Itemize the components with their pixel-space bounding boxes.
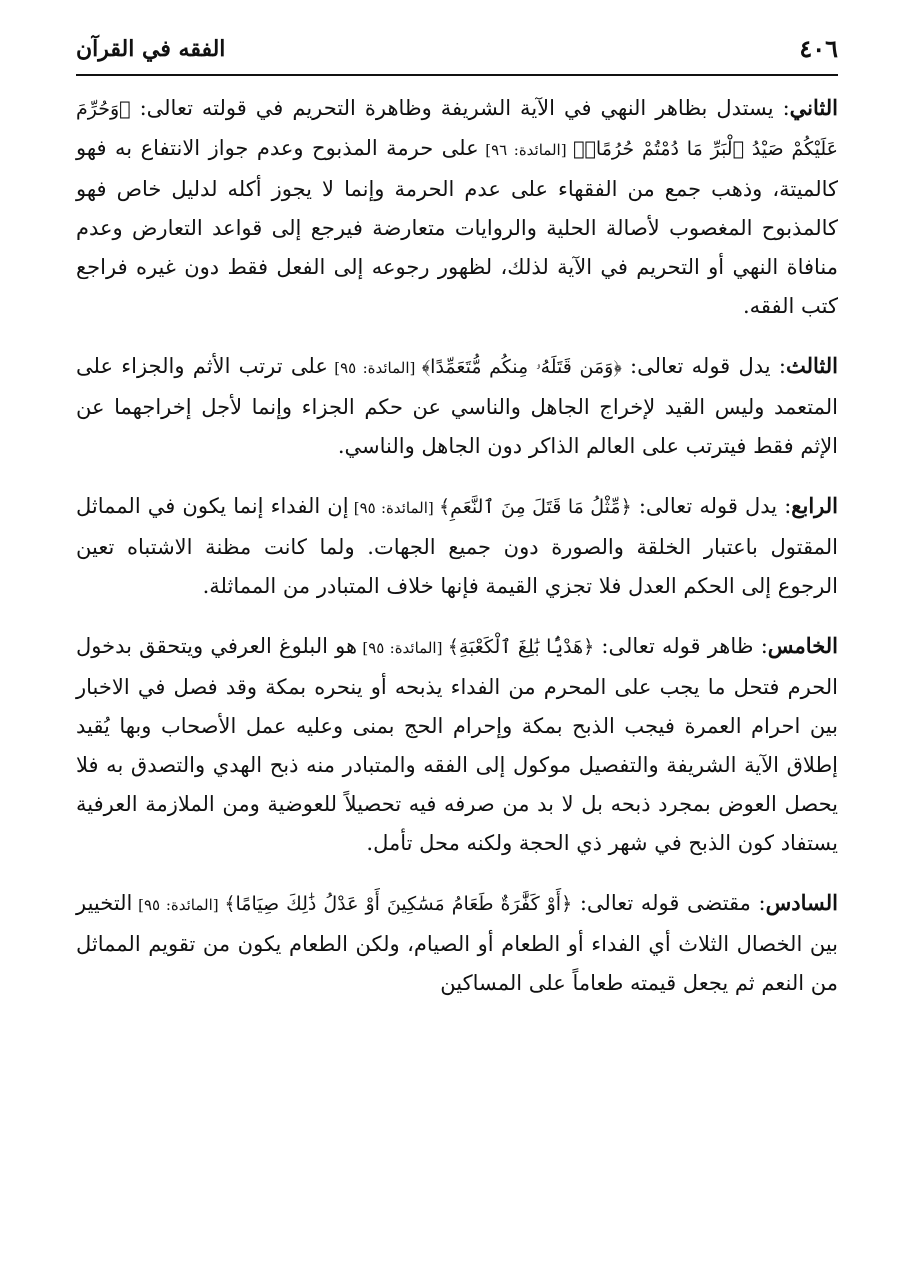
page-header (76, 30, 838, 76)
verse-reference: [المائدة: ٩٥] (327, 359, 422, 377)
verse-reference: [المائدة: ٩٥] (132, 896, 225, 914)
paragraph-text-intro: : يستدل بظاهر النهي في الآية الشريفة وظاهرة التحريم في قولته تعالى: (130, 96, 790, 120)
quran-verse: ﴿وَمَن قَتَلَهُۥ مِنكُم مُّتَعَمِّدًا﴾ (421, 356, 622, 378)
paragraph-text-intro: : يدل قوله تعالى: (631, 494, 792, 518)
book-page (76, 0, 838, 1286)
paragraph-fourth (76, 486, 838, 606)
verse-reference: [المائدة: ٩٥] (357, 639, 448, 657)
verse-reference: [المائدة: ٩٥] (348, 499, 439, 517)
page-body (76, 88, 838, 1023)
paragraph-lead: الخامس (767, 633, 838, 658)
paragraph-second (76, 88, 838, 326)
quran-verse: ﴿وَحُرِّمَ عَلَيْكُمْ صَيْدُ ٱلْبَرِّ مَا دُمْتُمْ حُرُمًاۗ﴾ (76, 98, 838, 160)
quran-verse: ﴿هَدْيًۢا بَٰلِغَ ٱلْكَعْبَةِ﴾ (447, 636, 595, 658)
paragraph-lead: الثاني (789, 95, 838, 120)
paragraph-text-intro: : مقتضى قوله تعالى: (572, 891, 766, 915)
quran-verse: ﴿أَوْ كَفَّٰرَةٌ طَعَامُ مَسَٰكِينَ أَوْ عَدْلُ ذَٰلِكَ صِيَامًا﴾ (224, 893, 573, 915)
verse-reference: [المائدة: ٩٦] (478, 141, 574, 159)
paragraph-third (76, 346, 838, 466)
paragraph-text-body: التخيير بين الخصال الثلاث أي الفداء أو الطعام أو الصيام، ولكن الطعام يكون من تقويم المماثل من النعم ثم يجعل قيمته طعاماً على المساكين (76, 891, 838, 995)
paragraph-text-body: إن الفداء إنما يكون في المماثل المقتول باعتبار الخلقة والصورة دون جميع الجهات. ولما كانت مظنة الاشتباه تعين الرجوع إلى الحكم العدل فلا تجزي القيمة فإنها خلاف المتبادر من المماثلة. (76, 494, 838, 598)
paragraph-lead: الثالث (785, 353, 838, 378)
book-title: الفقه في القرآن (76, 36, 226, 62)
page-number: ٤٠٦ (799, 34, 838, 63)
paragraph-text-body: على حرمة المذبوح وعدم جواز الانتفاع به فهو كالميتة، وذهب جمع من الفقهاء على عدم الحرمة وإنما لا يجوز أكله لدليل خاص فهو كالمذبوح المغصوب لأصالة الحلية والروايات متعارضة فيرجع إلى قواعد التعارض وعدم منافاة النهي أو التحريم في الآية لذلك، لظهور رجوعه إلى الفعل فقط دون غيره فراجع كتب الفقه. (76, 136, 839, 318)
paragraph-lead: السادس (765, 890, 838, 915)
paragraph-fifth (76, 626, 838, 863)
paragraph-lead: الرابع (791, 493, 838, 518)
paragraph-sixth (76, 883, 838, 1003)
paragraph-text-intro: : يدل قوله تعالى: (621, 354, 786, 378)
paragraph-text-body: هو البلوغ العرفي ويتحقق بدخول الحرم فتحل ما يجب على المحرم من الفداء يذبحه أو ينحره بمكة وقد فصل في الاخبار بين احرام العمرة فيجب الذبح بمكة وإحرام الحج بمنى وعليه عمل الأصحاب وبها يُقيد إطلاق الآية الشريفة والتفصيل موكول إلى الفقه والمتبادر منه ذبح الهدي والتصدق به فلا يحصل العوض بمجرد ذبحه بل لا بد من صرفه فيه تحصيلاً للعوضية ومن الملازمة العرفية يستفاد كون الذبح في شهر ذي الحجة ولكنه محل تأمل. (76, 634, 838, 855)
quran-verse: ﴿مِّثْلُ مَا قَتَلَ مِنَ ٱلنَّعَمِ﴾ (438, 496, 632, 518)
paragraph-text-intro: : ظاهر قوله تعالى: (594, 634, 768, 658)
paragraph-text-body: على ترتب الأثم والجزاء على المتعمد وليس القيد لإخراج الجاهل والناسي عن حكم الجزاء وإنما لأجل إخراجهما عن الإثم فقط فيترتب على العالم الذاكر دون الجاهل والناسي. (76, 354, 838, 458)
